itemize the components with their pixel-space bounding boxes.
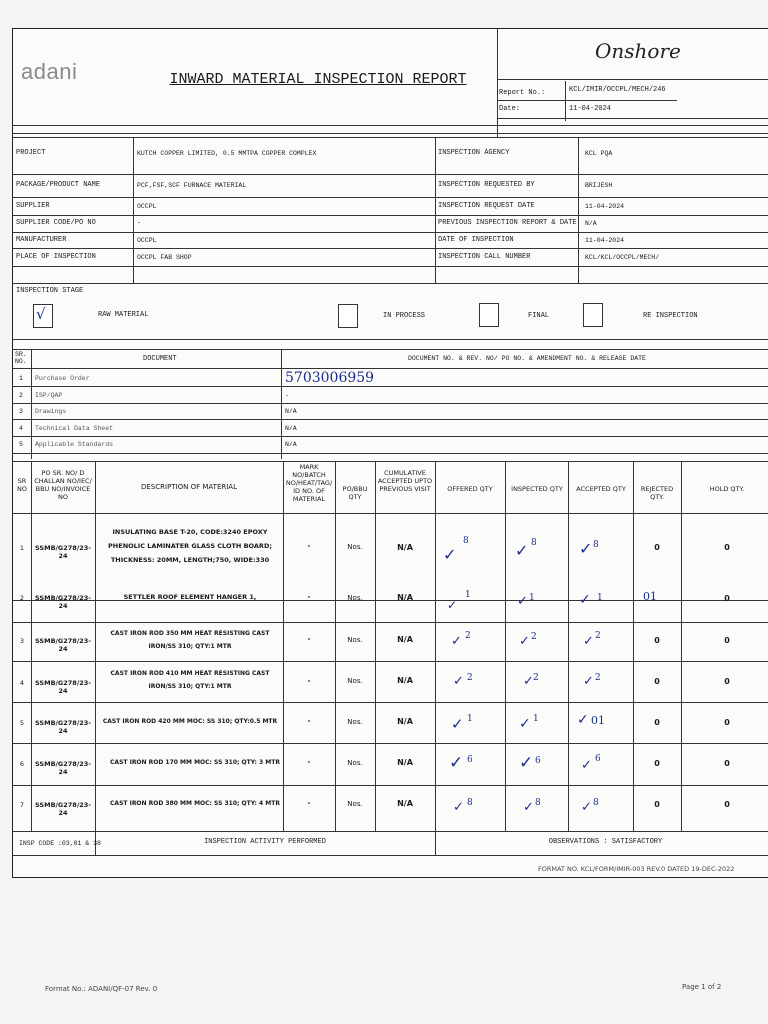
doc-row-name: Drawings: [35, 408, 67, 415]
inspection-code: INSP CODE :03,01 & 38: [19, 840, 101, 847]
stage-in-process-label: IN PROCESS: [383, 312, 426, 320]
items-header-description: DESCRIPTION OF MATERIAL: [141, 483, 237, 491]
items-header-po: PO SR. NO/ D CHALLAN NO/IEC/ BBU NO/INVOICE NO: [34, 469, 92, 501]
item-inspected: 1: [529, 593, 535, 603]
item-offered: 1: [465, 590, 471, 600]
item-hold: 0: [724, 677, 730, 686]
item-po: SSMB/G278/23-24: [35, 679, 91, 695]
doc-row-name: Purchase Order: [35, 375, 90, 382]
doc-row-ref-handwritten: 5703006959: [285, 370, 375, 386]
item-uom: Nos.: [347, 636, 363, 644]
item-uom: Nos.: [347, 594, 363, 602]
item-accepted: 8: [593, 798, 599, 808]
item-mark: -: [307, 593, 311, 601]
item-offered-check-icon: ✓: [453, 800, 464, 815]
info-call-number-value: KCL/KCL/OCCPL/MECH/: [585, 254, 660, 261]
docs-header-document: DOCUMENT: [143, 355, 177, 363]
doc-row-sr: 3: [19, 408, 23, 415]
format-number: FORMAT NO. KCL/FORM/IMIR-003 REV.0 DATED 19-DEC-2022: [538, 865, 735, 873]
item-hold: 0: [724, 594, 730, 603]
item-inspected-check-icon: ✓: [523, 674, 534, 689]
item-inspected: 1: [533, 714, 539, 724]
bottom-format-number: Format No.: ADANI/QF-07 Rev. 0: [45, 985, 158, 993]
info-agency-label: INSPECTION AGENCY: [438, 149, 510, 157]
item-accepted: 8: [593, 540, 599, 550]
items-header-rejected: REJECTED QTY.: [640, 485, 674, 501]
doc-row-name: Technical Data Sheet: [35, 425, 114, 432]
item-description: CAST IRON ROD 410 MM HEAT RESISTING CAST IRON/SS 310; QTY:1 MTR: [110, 670, 270, 690]
items-header-mark: MARK NO/BATCH NO/HEAT/TAG/ ID NO. OF MATERIAL: [285, 463, 333, 503]
item-inspected: 8: [535, 798, 541, 808]
item-po: SSMB/G278/23-24: [35, 637, 91, 653]
doc-row-ref: N/A: [285, 408, 297, 415]
info-package-value: PCF,FSF,SCF FURNACE MATERIAL: [137, 182, 247, 189]
doc-row-ref: N/A: [285, 425, 297, 432]
item-rejected: 0: [654, 636, 660, 645]
item-cumulative: N/A: [397, 635, 413, 644]
doc-row-ref: N/A: [285, 441, 297, 448]
item-accepted-check-icon: ✓: [579, 539, 593, 558]
item-accepted: 01: [591, 714, 605, 727]
item-inspected: 8: [531, 538, 537, 548]
logo-text: adani: [21, 59, 78, 84]
info-supplier-code-label: SUPPLIER CODE/PO NO: [16, 219, 96, 227]
item-cumulative: N/A: [397, 676, 413, 685]
items-header-accepted: ACCEPTED QTY: [576, 485, 626, 493]
info-requested-by-value: BRIJESH: [585, 182, 613, 189]
doc-row-name: Applicable Standards: [35, 441, 114, 448]
date-value: 11-04-2024: [569, 105, 612, 113]
item-inspected-check-icon: ✓: [517, 594, 528, 609]
info-request-date-value: 11-04-2024: [585, 203, 625, 210]
items-header-po-qty: PO/BBU QTY: [342, 485, 368, 501]
item-offered: 2: [467, 673, 473, 683]
item-offered-check-icon: ✓: [449, 753, 464, 773]
item-description: INSULATING BASE T-20, CODE:3240 EPOXY PHENOLIC LAMINATER GLASS CLOTH BOARD; THICKNESS: 20MM, LENGTH;750, WIDE:330: [108, 528, 272, 564]
item-sr: 1: [19, 544, 25, 552]
info-supplier-value: OCCPL: [137, 203, 157, 210]
items-header-cumulative: CUMULATIVE ACCEPTED UPTO PREVIOUS VISIT: [377, 469, 433, 493]
info-project-label: PROJECT: [16, 149, 46, 157]
stage-re-inspection-label: RE INSPECTION: [643, 312, 698, 320]
info-manufacturer-label: MANUFACTURER: [16, 236, 67, 244]
stage-final-checkbox[interactable]: [479, 303, 499, 327]
info-project-value: KUTCH COPPER LIMITED, 0.5 MMTPA COPPER COMPLEX: [137, 150, 317, 157]
item-description: CAST IRON ROD 170 MM MOC: SS 310; QTY: 3 MTR: [110, 759, 280, 766]
doc-row-name: ISP/QAP: [35, 392, 63, 399]
info-request-date-label: INSPECTION REQUEST DATE: [438, 202, 535, 210]
doc-row-sr: 4: [19, 425, 23, 432]
item-mark: -: [307, 799, 311, 807]
item-inspected-check-icon: ✓: [519, 634, 530, 649]
onshore-stamp: Onshore: [595, 39, 681, 63]
item-offered: 8: [463, 536, 469, 546]
info-call-number-label: INSPECTION CALL NUMBER: [438, 253, 531, 261]
item-rejected: 0: [654, 718, 660, 727]
item-offered-check-icon: ✓: [451, 634, 462, 649]
item-sr: 4: [19, 679, 25, 687]
item-rejected: 01: [643, 590, 657, 603]
info-previous-report-value: N/A: [585, 220, 597, 227]
doc-row-ref: -: [285, 392, 289, 399]
item-hold: 0: [724, 759, 730, 768]
item-offered: 8: [467, 798, 473, 808]
item-uom: Nos.: [347, 718, 363, 726]
item-cumulative: N/A: [397, 758, 413, 767]
info-agency-value: KCL PQA: [585, 150, 613, 157]
item-sr: 2: [19, 594, 25, 602]
item-accepted-check-icon: ✓: [583, 634, 594, 649]
date-label: Date:: [499, 105, 521, 113]
item-accepted-check-icon: ✓: [581, 800, 592, 815]
stage-raw-material-check-mark: √: [36, 305, 46, 323]
docs-header-reference: DOCUMENT NO. & REV. NO/ PO NO. & AMENDMENT NO. & RELEASE DATE: [408, 355, 646, 362]
report-no-label: Report No.:: [499, 89, 546, 97]
item-po: SSMB/G278/23-24: [35, 719, 91, 735]
item-uom: Nos.: [347, 800, 363, 808]
stage-raw-material-label: RAW MATERIAL: [98, 311, 149, 319]
page-number: Page 1 of 2: [682, 983, 722, 991]
stage-final-label: FINAL: [528, 312, 550, 320]
item-inspected-check-icon: ✓: [519, 716, 531, 732]
item-hold: 0: [724, 800, 730, 809]
docs-header-sr: SR. NO.: [15, 351, 27, 365]
item-sr: 6: [19, 760, 25, 768]
item-uom: Nos.: [347, 759, 363, 767]
item-rejected: 0: [654, 759, 660, 768]
item-po: SSMB/G278/23-24: [35, 544, 91, 560]
inspection-report-sheet: [12, 28, 768, 878]
item-mark: -: [307, 635, 311, 643]
item-accepted: 6: [595, 754, 601, 764]
report-no-value: KCL/IMIR/OCCPL/MECH/246: [569, 86, 666, 94]
item-accepted: 1: [597, 593, 603, 603]
items-header-inspected: INSPECTED QTY: [511, 485, 563, 493]
item-inspected: 6: [535, 756, 541, 766]
item-po: SSMB/G278/23-24: [35, 594, 91, 610]
info-supplier-code-value: -: [137, 219, 141, 226]
company-logo: [21, 59, 131, 89]
info-inspection-date-value: 11-04-2024: [585, 237, 625, 244]
info-manufacturer-value: OCCPL: [137, 237, 157, 244]
observations-text: OBSERVATIONS : SATISFACTORY: [548, 838, 663, 846]
info-requested-by-label: INSPECTION REQUESTED BY: [438, 181, 535, 189]
info-place-label: PLACE OF INSPECTION: [16, 253, 96, 261]
item-mark: -: [307, 677, 311, 685]
items-header-hold: HOLD QTY.: [709, 485, 745, 493]
item-inspected-check-icon: ✓: [515, 541, 529, 560]
item-rejected: 0: [654, 677, 660, 686]
item-offered: 2: [465, 631, 471, 641]
item-rejected: 0: [654, 543, 660, 552]
item-uom: Nos.: [347, 543, 363, 551]
doc-row-sr: 2: [19, 392, 23, 399]
item-inspected: 2: [533, 673, 539, 683]
item-rejected: 0: [654, 800, 660, 809]
info-previous-report-label: PREVIOUS INSPECTION REPORT & DATE: [438, 219, 577, 227]
item-accepted: 2: [595, 673, 601, 683]
doc-row-sr: 1: [19, 375, 23, 382]
item-mark: -: [307, 542, 311, 550]
item-inspected-check-icon: ✓: [519, 753, 534, 773]
item-description: CAST IRON ROD 420 MM MOC: SS 310; QTY:0.5 MTR: [102, 718, 278, 725]
item-description: SETTLER ROOF ELEMENT HANGER 1,: [123, 593, 257, 601]
item-po: SSMB/G278/23-24: [35, 760, 91, 776]
item-description: CAST IRON ROD 380 MM MOC: SS 310; QTY: 4 MTR: [110, 800, 280, 807]
item-sr: 7: [19, 801, 25, 809]
info-package-label: PACKAGE/PRODUCT NAME: [16, 181, 101, 189]
item-inspected-check-icon: ✓: [523, 800, 534, 815]
item-accepted: 2: [595, 631, 601, 641]
item-mark: -: [307, 758, 311, 766]
item-offered: 6: [467, 755, 473, 765]
item-sr: 5: [19, 719, 25, 727]
inspection-stage-title: INSPECTION STAGE: [16, 287, 84, 295]
item-accepted-check-icon: ✓: [583, 674, 594, 689]
item-inspected: 2: [531, 632, 537, 642]
item-hold: 0: [724, 636, 730, 645]
item-offered: 1: [467, 714, 473, 724]
report-title: INWARD MATERIAL INSPECTION REPORT: [169, 71, 467, 88]
stage-re-inspection-checkbox[interactable]: [583, 303, 603, 327]
item-cumulative: N/A: [397, 543, 413, 552]
item-cumulative: N/A: [397, 799, 413, 808]
items-header-offered: OFFERED QTY: [447, 485, 493, 493]
doc-row-sr: 5: [19, 441, 23, 448]
item-description: CAST IRON ROD 350 MM HEAT RESISTING CAST IRON/SS 310; QTY:1 MTR: [110, 630, 270, 650]
item-uom: Nos.: [347, 677, 363, 685]
item-offered-check-icon: ✓: [443, 545, 457, 564]
item-accepted-check-icon: ✓: [579, 592, 591, 608]
info-place-value: OCCPL FAB SHOP: [137, 254, 192, 261]
stage-in-process-checkbox[interactable]: [338, 304, 358, 328]
item-hold: 0: [724, 718, 730, 727]
item-mark: -: [307, 717, 311, 725]
item-cumulative: N/A: [397, 593, 413, 602]
info-inspection-date-label: DATE OF INSPECTION: [438, 236, 514, 244]
inspection-activity-label: INSPECTION ACTIVITY PERFORMED: [204, 838, 326, 846]
item-hold: 0: [724, 543, 730, 552]
info-supplier-label: SUPPLIER: [16, 202, 50, 210]
item-cumulative: N/A: [397, 717, 413, 726]
item-po: SSMB/G278/23-24: [35, 801, 91, 817]
item-offered-check-icon: ✓: [453, 674, 464, 689]
item-sr: 3: [19, 637, 25, 645]
item-offered-check-icon: ✓: [451, 715, 464, 733]
items-header-sr: SR NO: [17, 477, 27, 493]
item-offered-check-icon: ✓: [447, 598, 458, 612]
item-accepted-check-icon: ✓: [581, 758, 592, 773]
item-accepted-check-icon: ✓: [577, 712, 589, 728]
